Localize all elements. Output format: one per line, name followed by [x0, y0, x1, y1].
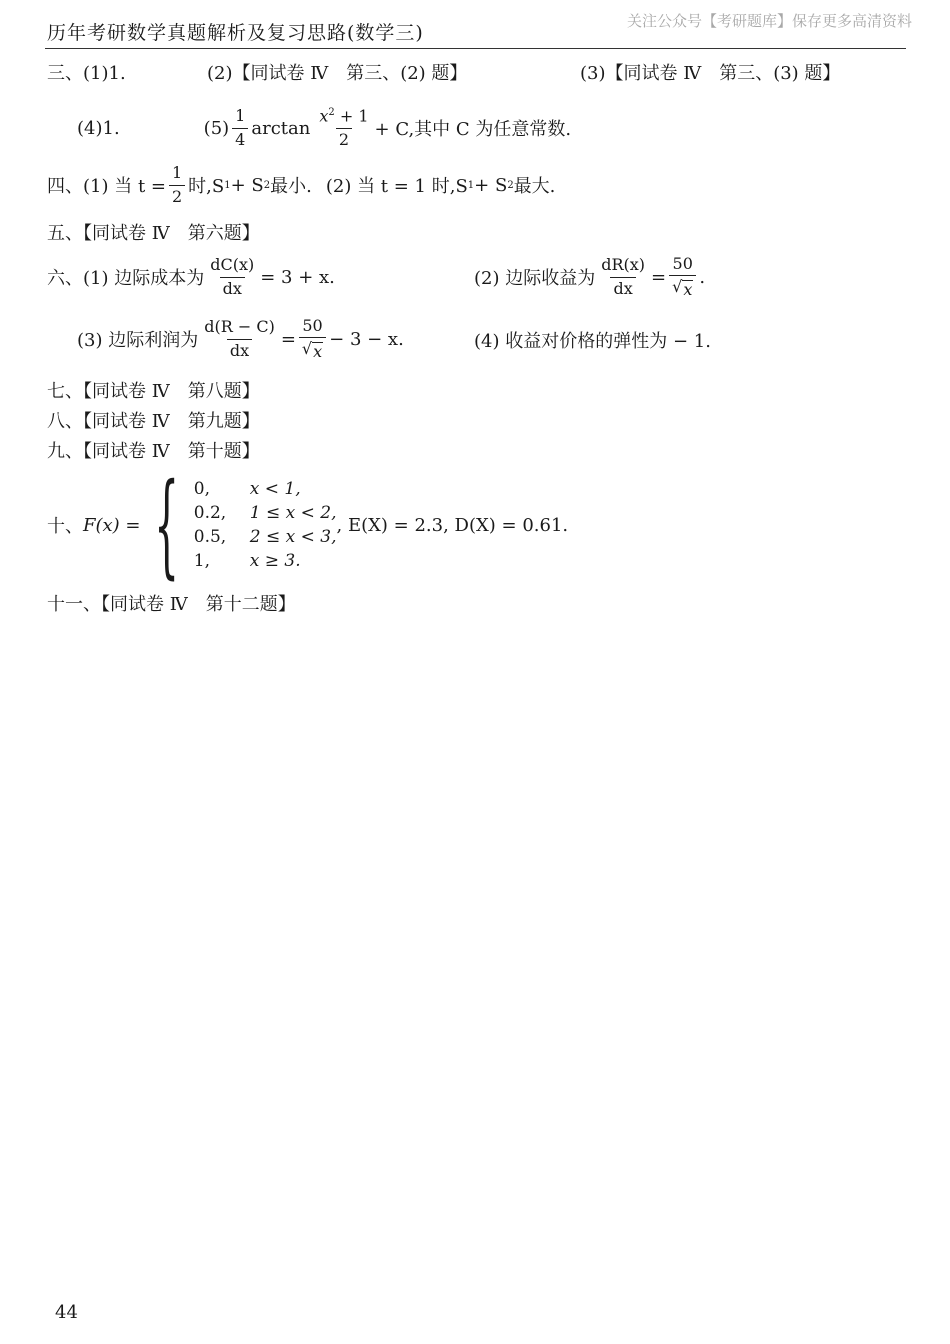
case-value: 0.5,: [193, 527, 227, 547]
s3-answer-5-arg: $\frac{x^2 + 1}{2}$: [319, 106, 369, 149]
section-7: 七、【同试卷 Ⅳ 第八题】: [47, 381, 260, 402]
section-4: 四、(1) 当 t = $\frac{1}{2}$ 时,S 1 + S 2 最小. (2) 当 t = 1 时,S 1 + S 2 最大.: [47, 163, 556, 206]
s3-answer-2: (2)【同试卷 Ⅳ 第三、(2) 题】: [207, 63, 468, 84]
s3-answer-5-frac: $\frac{1}{4}$: [232, 107, 248, 149]
s6-q2-frac: $\frac{dR(x)}{dx}$: [601, 255, 646, 298]
s3-answer-4: (4)1.: [77, 117, 120, 139]
section-8: 八、【同试卷 Ⅳ 第九题】: [47, 411, 260, 432]
case-value: 1,: [193, 551, 210, 571]
case-condition: 1 ≤ x < 2,: [249, 503, 337, 523]
header-watermark: 关注公众号【考研题库】保存更多高清资料: [626, 12, 912, 30]
s10-func: F(x) =: [83, 514, 141, 536]
s6-q3-frac-value: 50 √ x: [299, 317, 326, 362]
s6-q3-frac: $\frac{d(R - C)}{dx}$: [204, 317, 275, 360]
section-6-row-1: [47, 252, 335, 302]
case-condition: 2 ≤ x < 3,: [249, 527, 337, 547]
case-value: 0,: [193, 479, 210, 499]
section-11: 十一、【同试卷 Ⅳ 第十二题】: [47, 594, 296, 615]
s6-q2-frac-value: 50 √ x: [669, 255, 696, 300]
section-10: [47, 460, 569, 590]
s4-part-2: (2) 当 t = 1 时,S: [325, 176, 468, 197]
section-6-row-1-right: (2) 边际收益为 $\frac{dR(x)}{dx}$ = 50 √ x .: [474, 253, 706, 299]
s10-cases: [194, 479, 337, 571]
page-number: 44: [55, 1302, 78, 1323]
section-9: 九、【同试卷 Ⅳ 第十题】: [47, 441, 260, 462]
s6-q1-tail: = 3 + x.: [260, 266, 335, 288]
case-condition: x ≥ 3.: [249, 551, 301, 571]
s4-frac: $\frac{1}{2}$: [169, 164, 185, 206]
section-6-row-2: (3) 边际利润为 $\frac{d(R - C)}{dx}$ = 50 √ x − 3 − x.: [77, 315, 404, 361]
case-value: 0.2,: [193, 503, 227, 523]
section-5: 五、【同试卷 Ⅳ 第六题】: [47, 223, 260, 244]
s3-answer-5-label: (5): [203, 117, 230, 139]
s4-lead: 四、(1) 当 t =: [47, 176, 166, 197]
s10-tail: , E(X) = 2.3, D(X) = 0.61.: [336, 514, 569, 536]
case-condition: x < 1,: [249, 479, 301, 499]
s6-q4: (4) 收益对价格的弹性为 − 1.: [474, 331, 711, 352]
header-title: 历年考研数学真题解析及复习思路(数学三): [47, 22, 424, 44]
s4-tail-2: 最大.: [513, 176, 556, 197]
s3-answer-5-suffix: + C,其中 C 为任意常数.: [374, 119, 572, 140]
s4-mid: 时,S: [188, 176, 225, 197]
s6-q1-lead: 六、(1) 边际成本为: [47, 268, 205, 289]
header-divider: [45, 48, 906, 49]
s3-answer-1: 三、(1)1.: [47, 63, 126, 84]
section-6-row-2-right: [474, 327, 711, 353]
s6-q2-lead: (2) 边际收益为: [474, 268, 596, 289]
section-3-row-2: [77, 105, 571, 151]
s6-q1-frac: $\frac{dC(x)}{dx}$: [210, 255, 255, 298]
s3-answer-3: (3)【同试卷 Ⅳ 第三、(3) 题】: [580, 63, 841, 84]
s6-q3-lead: (3) 边际利润为: [77, 330, 199, 351]
s6-q3-tail: − 3 − x.: [329, 328, 404, 350]
s10-lead: 十、: [47, 516, 83, 537]
left-brace-icon: {: [153, 460, 179, 590]
s4-tail-1: 最小.: [270, 176, 312, 197]
s3-answer-5-func: arctan: [251, 117, 311, 139]
s10-piecewise: [141, 460, 337, 590]
